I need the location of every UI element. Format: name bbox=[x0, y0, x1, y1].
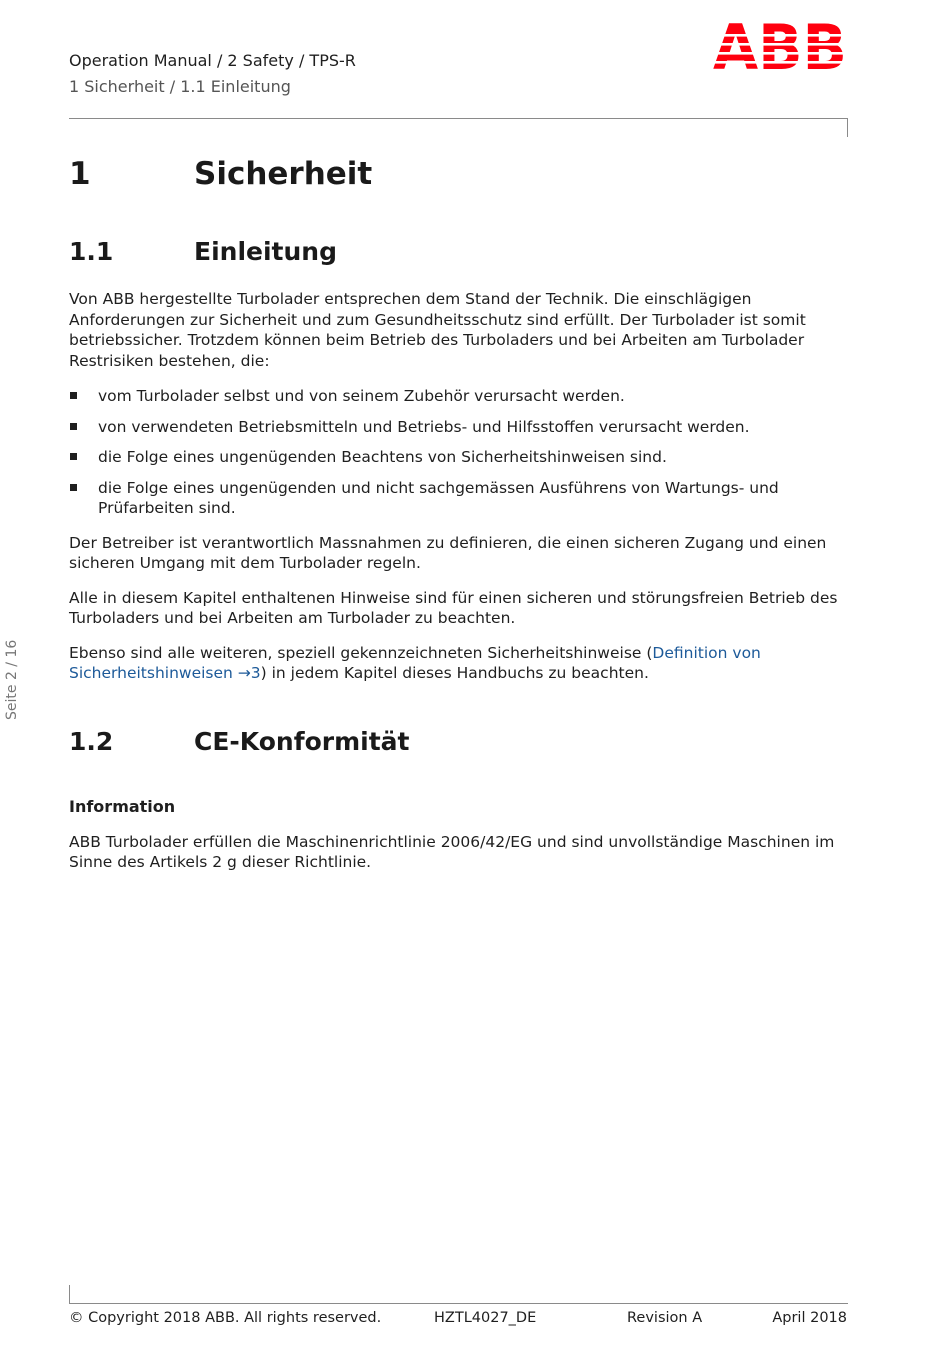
abb-logo bbox=[712, 19, 848, 71]
safety-reference-paragraph: Ebenso sind alle weiteren, speziell gekennzeichneten Sicherheitshinweise (Definition von Sicherheitshinweisen →3) in jedem Kapitel dieses Handbuchs zu beachten. bbox=[69, 643, 761, 682]
footer-tick bbox=[69, 1285, 70, 1304]
intro-paragraph: Von ABB hergestellte Turbolader entsprechen dem Stand der Technik. Die einschlägigen Anforderungen zur Sicherheit und zum Gesundheitsschutz sind erfüllt. Der Turbolader ist somit betriebssicher. Trotzdem können beim Betrieb des Turboladers und bei Arbeiten am Turbolader Restrisiken bestehen, die: bbox=[69, 290, 806, 370]
risk-list bbox=[69, 386, 847, 519]
information-paragraph: ABB Turbolader erfüllen die Maschinenrichtlinie 2006/42/EG und sind unvollständige Maschinen im Sinne des Artikels 2 g dieser Richtlinie. bbox=[69, 832, 835, 871]
section-1-2-body bbox=[69, 797, 847, 873]
bullet-square-icon bbox=[70, 423, 77, 430]
safety-definitions-link[interactable]: Definition von Sicherheitshinweisen →3 bbox=[69, 643, 761, 682]
section-heading-1-2 bbox=[69, 727, 409, 756]
section-number-1-2: 1.2 bbox=[69, 727, 114, 756]
footer-rule bbox=[69, 1303, 848, 1304]
list-item: die Folge eines ungenügenden Beachtens von Sicherheitshinweisen sind. bbox=[69, 447, 847, 468]
section-number-1-1: 1.1 bbox=[69, 237, 114, 266]
section-heading-1-1 bbox=[69, 237, 337, 266]
footer-copyright: © Copyright 2018 ABB. All rights reserved. bbox=[69, 1310, 382, 1326]
operator-paragraph: Der Betreiber ist verantwortlich Massnahmen zu definieren, die einen sicheren Zugang und einen sicheren Umgang mit dem Turbolader regeln. bbox=[69, 533, 827, 572]
chapter-number: 1 bbox=[69, 156, 91, 192]
footer-revision: Revision A bbox=[627, 1310, 703, 1326]
bullet-square-icon bbox=[70, 484, 77, 491]
section-title-1-1: Einleitung bbox=[194, 237, 337, 266]
list-item: die Folge eines ungenügenden und nicht sachgemässen Ausführens von Wartungs- und Prüfarbeiten sind. bbox=[69, 478, 847, 519]
chapter-heading bbox=[69, 156, 372, 192]
footer-date: April 2018 bbox=[772, 1310, 847, 1326]
header-section-path: 1 Sicherheit / 1.1 Einleitung bbox=[69, 77, 291, 96]
notes-paragraph: Alle in diesem Kapitel enthaltenen Hinweise sind für einen sicheren und störungsfreien Betrieb des Turboladers und bei Arbeiten am Turbolader zu beachten. bbox=[69, 588, 838, 627]
information-heading: Information bbox=[69, 797, 176, 816]
footer-document-id: HZTL4027_DE bbox=[434, 1310, 537, 1326]
section-1-1-body bbox=[69, 289, 847, 684]
list-item: von verwendeten Betriebsmitteln und Betriebs- und Hilfsstoffen verursacht werden. bbox=[69, 417, 847, 438]
page-number-label: Seite 2 / 16 bbox=[4, 639, 20, 720]
header-breadcrumb: Operation Manual / 2 Safety / TPS-R bbox=[69, 51, 356, 70]
bullet-square-icon bbox=[70, 392, 77, 399]
header-tick bbox=[847, 118, 848, 137]
header-rule bbox=[69, 118, 848, 119]
bullet-square-icon bbox=[70, 453, 77, 460]
chapter-title: Sicherheit bbox=[194, 156, 373, 192]
section-title-1-2: CE-Konformität bbox=[194, 727, 410, 756]
list-item: vom Turbolader selbst und von seinem Zubehör verursacht werden. bbox=[69, 386, 847, 407]
